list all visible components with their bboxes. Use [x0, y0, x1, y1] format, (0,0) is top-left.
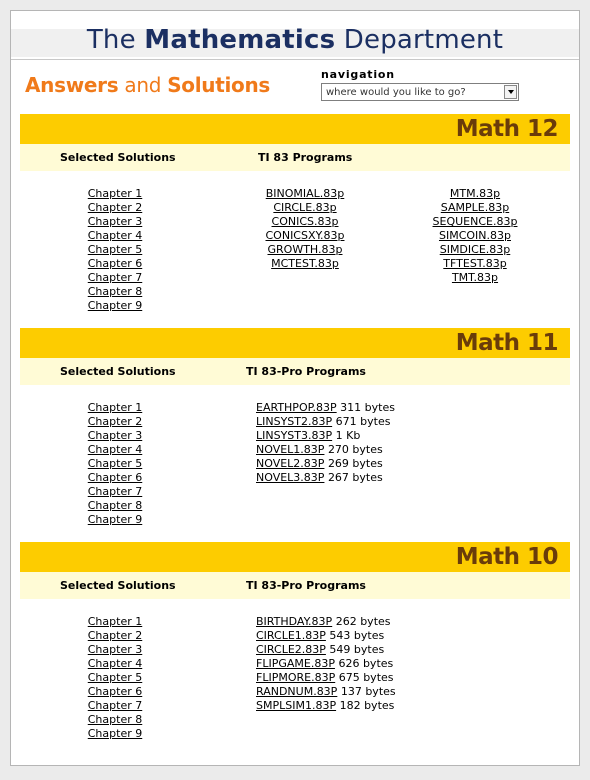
- list-item: [20, 615, 210, 629]
- list-item: [220, 471, 450, 485]
- chapter-link[interactable]: Chapter 6: [87, 685, 143, 698]
- column-header-solutions: Selected Solutions: [60, 151, 176, 164]
- list-item: [220, 685, 450, 699]
- list-item: [20, 429, 210, 443]
- program-item[interactable]: NOVEL1.83P: [256, 443, 325, 456]
- chevron-down-icon[interactable]: [504, 85, 517, 99]
- list-item: [390, 243, 560, 257]
- program-link[interactable]: TMT.83p: [451, 271, 499, 284]
- program-item[interactable]: NOVEL2.83P: [256, 457, 325, 470]
- program-item[interactable]: EARTHPOP.83P: [256, 401, 337, 414]
- chapter-list: [20, 401, 210, 527]
- list-item: [20, 457, 210, 471]
- program-item[interactable]: CIRCLE1.83P: [256, 629, 326, 642]
- column-header-programs: TI 83-Pro Programs: [246, 579, 366, 592]
- file-size: 267 bytes: [327, 471, 383, 484]
- program-item[interactable]: RANDNUM.83P: [256, 685, 338, 698]
- file-size: 543 bytes: [329, 629, 385, 642]
- list-item: [20, 657, 210, 671]
- list-item: [220, 401, 450, 415]
- chapter-link[interactable]: Chapter 6: [87, 257, 143, 270]
- list-item: [20, 513, 210, 527]
- list-item: [390, 187, 560, 201]
- chapter-link[interactable]: Chapter 1: [87, 187, 143, 200]
- chapter-link[interactable]: Chapter 1: [87, 401, 143, 414]
- chapter-link[interactable]: Chapter 3: [87, 429, 143, 442]
- program-link[interactable]: MCTEST.83p: [271, 257, 339, 270]
- list-item: [220, 629, 450, 643]
- list-item: [20, 671, 210, 685]
- chapter-link[interactable]: Chapter 8: [87, 285, 143, 298]
- header-divider: [11, 59, 579, 60]
- navigation-dropdown[interactable]: [321, 83, 519, 101]
- list-item: [220, 229, 390, 243]
- list-item: [20, 629, 210, 643]
- list-item: [20, 257, 210, 271]
- chapter-link[interactable]: Chapter 4: [87, 229, 143, 242]
- column-header-programs: TI 83 Programs: [258, 151, 353, 164]
- section-title: Math 11: [455, 330, 558, 356]
- list-item: [20, 699, 210, 713]
- section-column-headers: [20, 358, 570, 385]
- program-item[interactable]: BIRTHDAY.83P: [256, 615, 333, 628]
- program-link[interactable]: SEQUENCE.83p: [432, 215, 518, 228]
- section-title: Math 12: [455, 116, 558, 142]
- chapter-link[interactable]: Chapter 9: [87, 299, 143, 312]
- list-item: [20, 499, 210, 513]
- file-size: 137 bytes: [340, 685, 396, 698]
- list-item: [220, 615, 450, 629]
- list-item: [220, 429, 450, 443]
- list-item: [20, 727, 210, 741]
- chapter-link[interactable]: Chapter 5: [87, 671, 143, 684]
- program-link[interactable]: CIRCLE.83p: [273, 201, 337, 214]
- list-item: [20, 443, 210, 457]
- file-size: 626 bytes: [338, 657, 394, 670]
- file-size: 311 bytes: [340, 401, 395, 414]
- list-item: [220, 415, 450, 429]
- program-link[interactable]: CONICSXY.83p: [265, 229, 345, 242]
- program-item[interactable]: SMPLSIM1.83P: [256, 699, 337, 712]
- list-item: [20, 401, 210, 415]
- list-item: [20, 201, 210, 215]
- program-item[interactable]: FLIPMORE.83P: [256, 671, 336, 684]
- program-item[interactable]: FLIPGAME.83P: [256, 657, 335, 670]
- list-item: [20, 713, 210, 727]
- file-size: 270 bytes: [327, 443, 383, 456]
- chapter-link[interactable]: Chapter 2: [87, 201, 143, 214]
- file-size: 269 bytes: [327, 457, 383, 470]
- program-link[interactable]: SAMPLE.83p: [440, 201, 510, 214]
- page-title: The Mathematics Department: [86, 25, 504, 55]
- program-link[interactable]: SIMCOIN.83p: [438, 229, 511, 242]
- file-size: 182 bytes: [339, 699, 395, 712]
- program-item[interactable]: CIRCLE2.83P: [256, 643, 326, 656]
- column-header-solutions: Selected Solutions: [60, 365, 176, 378]
- column-header-solutions: Selected Solutions: [60, 579, 176, 592]
- program-link[interactable]: CONICS.83p: [271, 215, 339, 228]
- chapter-link[interactable]: Chapter 9: [87, 727, 143, 740]
- page-container: [10, 10, 580, 766]
- page-subtitle: Answers and Solutions: [25, 73, 271, 97]
- program-list-b: [390, 187, 560, 285]
- chapter-link[interactable]: Chapter 6: [87, 471, 143, 484]
- list-item: [20, 643, 210, 657]
- chapter-list: [20, 187, 210, 313]
- list-item: [20, 187, 210, 201]
- column-header-programs: TI 83-Pro Programs: [246, 365, 366, 378]
- list-item: [390, 215, 560, 229]
- list-item: [20, 271, 210, 285]
- program-list: [220, 401, 450, 485]
- list-item: [220, 443, 450, 457]
- program-item[interactable]: LINSYST2.83P: [256, 415, 333, 428]
- list-item: [20, 243, 210, 257]
- section-header-band: [20, 114, 570, 144]
- section-header-band: [20, 542, 570, 572]
- chapter-link[interactable]: Chapter 7: [87, 271, 143, 284]
- file-size: 675 bytes: [338, 671, 394, 684]
- list-item: [20, 471, 210, 485]
- list-item: [220, 187, 390, 201]
- list-item: [20, 285, 210, 299]
- section-title: Math 10: [455, 544, 558, 570]
- file-size: 549 bytes: [329, 643, 385, 656]
- program-item[interactable]: LINSYST3.83P: [256, 429, 333, 442]
- navigation-dropdown-value: where would you like to go?: [326, 87, 466, 98]
- chapter-link[interactable]: Chapter 5: [87, 457, 143, 470]
- chapter-link[interactable]: Chapter 8: [87, 713, 143, 726]
- chapter-link[interactable]: Chapter 8: [87, 499, 143, 512]
- list-item: [390, 229, 560, 243]
- chapter-link[interactable]: Chapter 3: [87, 215, 143, 228]
- program-link[interactable]: BINOMIAL.83p: [265, 187, 345, 200]
- list-item: [220, 201, 390, 215]
- list-item: [220, 215, 390, 229]
- program-link[interactable]: MTM.83p: [449, 187, 501, 200]
- chapter-link[interactable]: Chapter 9: [87, 513, 143, 526]
- file-size: 262 bytes: [335, 615, 391, 628]
- list-item: [220, 243, 390, 257]
- list-item: [20, 299, 210, 313]
- list-item: [220, 657, 450, 671]
- section-header-band: [20, 328, 570, 358]
- section-column-headers: [20, 144, 570, 171]
- program-link[interactable]: SIMDICE.83p: [439, 243, 511, 256]
- chapter-link[interactable]: Chapter 2: [87, 415, 143, 428]
- chapter-list: [20, 615, 210, 741]
- program-item[interactable]: NOVEL3.83P: [256, 471, 325, 484]
- file-size: 1 Kb: [335, 429, 361, 442]
- list-item: [390, 271, 560, 285]
- chapter-link[interactable]: Chapter 7: [87, 485, 143, 498]
- program-link[interactable]: GROWTH.83p: [267, 243, 343, 256]
- list-item: [220, 643, 450, 657]
- chapter-link[interactable]: Chapter 1: [87, 615, 143, 628]
- list-item: [20, 415, 210, 429]
- section-column-headers: [20, 572, 570, 599]
- chapter-link[interactable]: Chapter 4: [87, 443, 143, 456]
- program-list: [220, 615, 450, 713]
- list-item: [220, 257, 390, 271]
- list-item: [20, 485, 210, 499]
- chapter-link[interactable]: Chapter 2: [87, 629, 143, 642]
- list-item: [220, 671, 450, 685]
- chapter-link[interactable]: Chapter 7: [87, 699, 143, 712]
- navigation-label: navigation: [321, 68, 395, 81]
- chapter-link[interactable]: Chapter 5: [87, 243, 143, 256]
- list-item: [220, 699, 450, 713]
- program-list-a: [220, 187, 390, 271]
- chapter-link[interactable]: Chapter 4: [87, 657, 143, 670]
- list-item: [20, 685, 210, 699]
- list-item: [390, 201, 560, 215]
- list-item: [20, 215, 210, 229]
- program-link[interactable]: TFTEST.83p: [443, 257, 507, 270]
- list-item: [20, 229, 210, 243]
- file-size: 671 bytes: [335, 415, 391, 428]
- list-item: [390, 257, 560, 271]
- list-item: [220, 457, 450, 471]
- chapter-link[interactable]: Chapter 3: [87, 643, 143, 656]
